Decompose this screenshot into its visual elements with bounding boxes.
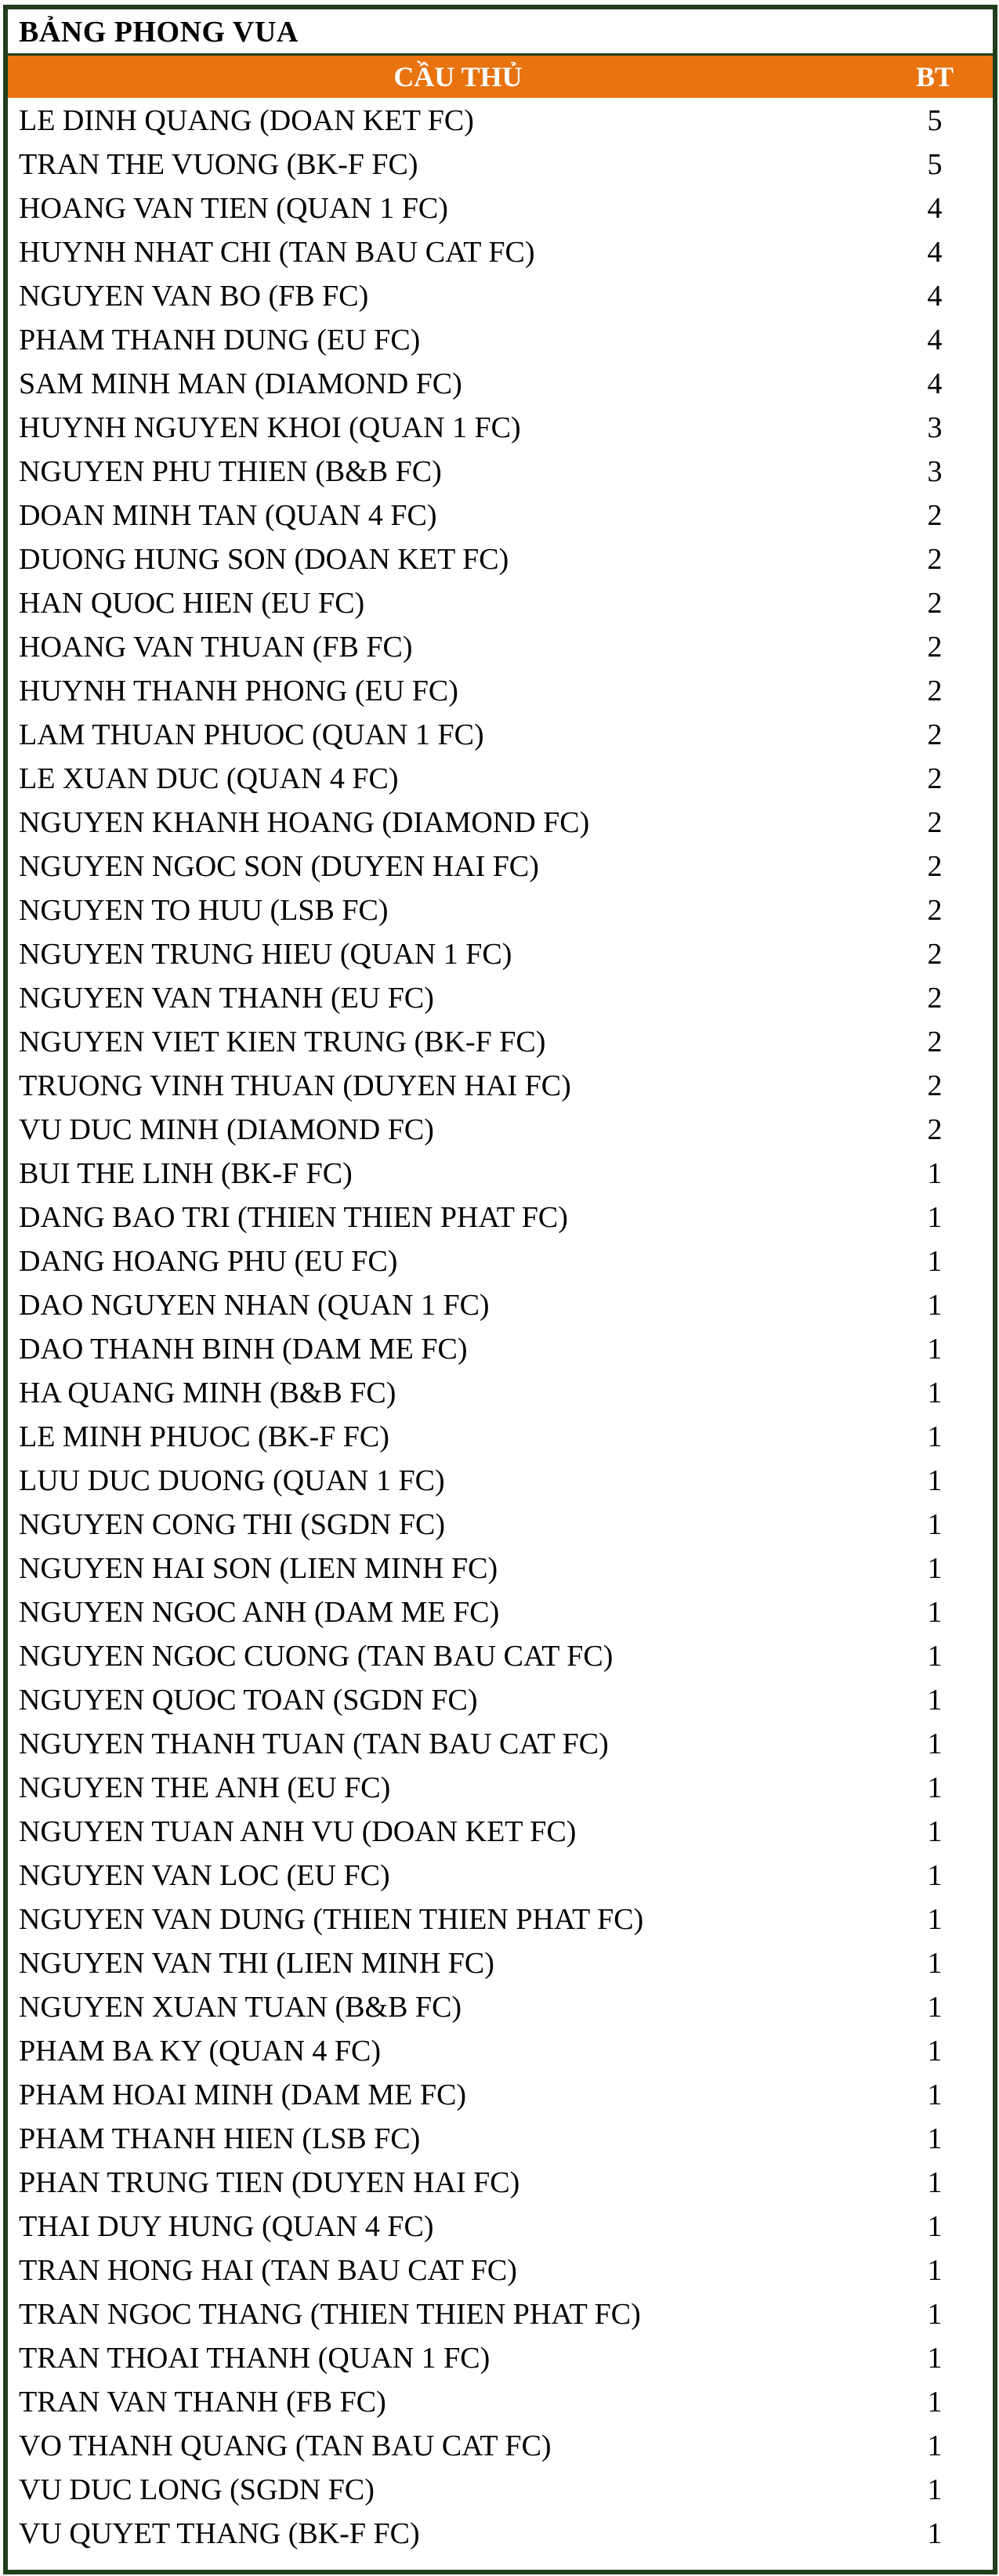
goal-count: 2 [927, 762, 943, 795]
player-name: NGUYEN VAN THI (LIEN MINH FC) [19, 1947, 494, 1980]
table-row [8, 2423, 993, 2467]
player-name: NGUYEN QUOC TOAN (SGDN FC) [19, 1684, 478, 1717]
table-row [8, 449, 993, 493]
goal-count: 1 [927, 1903, 943, 1936]
table-row [8, 2160, 993, 2204]
player-name: NGUYEN KHANH HOANG (DIAMOND FC) [19, 806, 590, 839]
player-name: VU QUYET THANG (BK-F FC) [19, 2517, 420, 2550]
table-row [8, 1590, 993, 1634]
player-name: DAO THANH BINH (DAM ME FC) [19, 1333, 468, 1366]
player-name: NGUYEN HAI SON (LIEN MINH FC) [19, 1552, 498, 1585]
player-name: NGUYEN PHU THIEN (B&B FC) [19, 455, 442, 488]
table-row [8, 361, 993, 405]
table-row [8, 1941, 993, 1984]
table-row [8, 2335, 993, 2379]
table-body [8, 98, 993, 2555]
player-name: TRAN THE VUONG (BK-F FC) [19, 148, 418, 181]
goal-count: 1 [927, 2035, 943, 2068]
header-player: CẦU THỦ [393, 61, 523, 92]
table-row [8, 493, 993, 537]
player-name: NGUYEN TO HUU (LSB FC) [19, 894, 389, 927]
goal-count: 1 [927, 1815, 943, 1848]
player-name: NGUYEN VAN BO (FB FC) [19, 280, 369, 313]
player-name: VU DUC LONG (SGDN FC) [19, 2473, 375, 2506]
goal-count: 2 [927, 850, 943, 883]
player-name: NGUYEN CONG THI (SGDN FC) [19, 1508, 445, 1541]
player-name: NGUYEN NGOC SON (DUYEN HAI FC) [19, 850, 539, 883]
goal-count: 2 [927, 938, 943, 971]
goal-count: 1 [927, 1157, 943, 1190]
goal-count: 2 [927, 543, 943, 576]
table-row [8, 2248, 993, 2292]
player-name: NGUYEN VAN LOC (EU FC) [19, 1859, 390, 1892]
table-row [8, 1195, 993, 1239]
goal-count: 2 [927, 718, 943, 751]
goal-count: 1 [927, 1464, 943, 1497]
goal-count: 1 [927, 2429, 943, 2462]
table-row [8, 2072, 993, 2116]
player-name: TRAN THOAI THANH (QUAN 1 FC) [19, 2342, 490, 2375]
player-name: NGUYEN NGOC CUONG (TAN BAU CAT FC) [19, 1640, 614, 1673]
goal-count: 4 [927, 192, 943, 225]
player-name: PHAN TRUNG TIEN (DUYEN HAI FC) [19, 2166, 520, 2199]
player-name: DAO NGUYEN NHAN (QUAN 1 FC) [19, 1289, 490, 1322]
goal-count: 2 [927, 806, 943, 839]
goal-count: 1 [927, 2473, 943, 2506]
table-row [8, 537, 993, 581]
table-row [8, 230, 993, 273]
goal-count: 1 [927, 1508, 943, 1541]
goal-count: 1 [927, 2254, 943, 2287]
player-name: NGUYEN THANH TUAN (TAN BAU CAT FC) [19, 1728, 609, 1760]
goal-count: 1 [927, 1991, 943, 2024]
table-row [8, 1063, 993, 1107]
table-row [8, 98, 993, 142]
player-name: PHAM BA KY (QUAN 4 FC) [19, 2035, 382, 2068]
player-name: BUI THE LINH (BK-F FC) [19, 1157, 353, 1190]
player-name: DANG BAO TRI (THIEN THIEN PHAT FC) [19, 1201, 568, 1234]
player-name: LE DINH QUANG (DOAN KET FC) [19, 104, 474, 137]
player-name: TRAN VAN THANH (FB FC) [19, 2386, 386, 2419]
goal-count: 2 [927, 631, 943, 664]
table-row [8, 273, 993, 317]
goal-count: 1 [927, 1684, 943, 1717]
table-row [8, 1107, 993, 1151]
player-name: HUYNH NHAT CHI (TAN BAU CAT FC) [19, 236, 535, 269]
goal-count: 2 [927, 1113, 943, 1146]
player-name: NGUYEN VAN DUNG (THIEN THIEN PHAT FC) [19, 1903, 644, 1936]
goal-count: 2 [927, 1026, 943, 1058]
table-row [8, 1458, 993, 1502]
goal-count: 1 [927, 2298, 943, 2331]
goal-count: 1 [927, 2122, 943, 2155]
table-row [8, 2379, 993, 2423]
goal-count: 5 [927, 148, 943, 181]
player-name: NGUYEN VAN THANH (EU FC) [19, 982, 434, 1015]
player-name: LUU DUC DUONG (QUAN 1 FC) [19, 1464, 445, 1497]
table-row [8, 888, 993, 932]
player-name: LE XUAN DUC (QUAN 4 FC) [19, 762, 399, 795]
goal-count: 1 [927, 1201, 943, 1234]
goal-count: 1 [927, 1289, 943, 1322]
goal-count: 2 [927, 1069, 943, 1102]
player-name: DUONG HUNG SON (DOAN KET FC) [19, 543, 509, 576]
goal-count: 1 [927, 2517, 943, 2550]
goal-count: 1 [927, 1728, 943, 1760]
player-name: PHAM THANH DUNG (EU FC) [19, 324, 421, 356]
goal-count: 1 [927, 2342, 943, 2375]
table-row [8, 1019, 993, 1063]
table-row [8, 1897, 993, 1941]
table-row [8, 1809, 993, 1853]
goal-count: 4 [927, 367, 943, 400]
goal-count: 1 [927, 1245, 943, 1278]
table-row [8, 1370, 993, 1414]
player-name: NGUYEN NGOC ANH (DAM ME FC) [19, 1596, 500, 1629]
table-title: BẢNG PHONG VUA [8, 9, 993, 56]
table-row [8, 581, 993, 624]
player-name: HAN QUOC HIEN (EU FC) [19, 587, 365, 620]
player-name: PHAM THANH HIEN (LSB FC) [19, 2122, 421, 2155]
table-row [8, 624, 993, 668]
goal-count: 4 [927, 236, 943, 269]
player-name: NGUYEN TUAN ANH VU (DOAN KET FC) [19, 1815, 577, 1848]
table-row [8, 2204, 993, 2248]
player-name: NGUYEN TRUNG HIEU (QUAN 1 FC) [19, 938, 512, 971]
player-name: SAM MINH MAN (DIAMOND FC) [19, 367, 462, 400]
table-row [8, 2292, 993, 2335]
table-row [8, 932, 993, 975]
player-name: NGUYEN XUAN TUAN (B&B FC) [19, 1991, 462, 2024]
table-row [8, 1239, 993, 1283]
player-name: HOANG VAN TIEN (QUAN 1 FC) [19, 192, 448, 225]
player-name: HUYNH NGUYEN KHOI (QUAN 1 FC) [19, 411, 521, 444]
table-row [8, 844, 993, 888]
player-name: HA QUANG MINH (B&B FC) [19, 1377, 396, 1409]
table-row [8, 712, 993, 756]
table-row [8, 186, 993, 230]
table-row [8, 1414, 993, 1458]
table-row [8, 1283, 993, 1326]
player-name: HUYNH THANH PHONG (EU FC) [19, 675, 458, 707]
player-name: DANG HOANG PHU (EU FC) [19, 1245, 398, 1278]
scorers-table [3, 5, 997, 2574]
goal-count: 1 [927, 1420, 943, 1453]
player-name: LAM THUAN PHUOC (QUAN 1 FC) [19, 718, 484, 751]
player-name: LE MINH PHUOC (BK-F FC) [19, 1420, 389, 1453]
table-row [8, 1677, 993, 1721]
table-row [8, 2467, 993, 2511]
goal-count: 4 [927, 280, 943, 313]
goal-count: 4 [927, 324, 943, 356]
table-row [8, 668, 993, 712]
goal-count: 1 [927, 1771, 943, 1804]
table-header [8, 56, 993, 98]
goal-count: 1 [927, 1596, 943, 1629]
goal-count: 1 [927, 2386, 943, 2419]
table-row [8, 317, 993, 361]
player-name: PHAM HOAI MINH (DAM ME FC) [19, 2079, 467, 2111]
table-row [8, 1546, 993, 1590]
goal-count: 2 [927, 894, 943, 927]
table-row [8, 1721, 993, 1765]
player-name: THAI DUY HUNG (QUAN 4 FC) [19, 2210, 434, 2243]
goal-count: 2 [927, 982, 943, 1015]
table-row [8, 405, 993, 449]
player-name: TRAN NGOC THANG (THIEN THIEN PHAT FC) [19, 2298, 641, 2331]
goal-count: 3 [927, 411, 943, 444]
goal-count: 1 [927, 1859, 943, 1892]
table-row [8, 1151, 993, 1195]
goal-count: 2 [927, 587, 943, 620]
table-row [8, 975, 993, 1019]
table-row [8, 2028, 993, 2072]
goal-count: 1 [927, 1333, 943, 1366]
player-name: TRAN HONG HAI (TAN BAU CAT FC) [19, 2254, 517, 2287]
table-row [8, 756, 993, 800]
table-row [8, 2511, 993, 2555]
table-row [8, 1502, 993, 1546]
goal-count: 1 [927, 1947, 943, 1980]
table-row [8, 800, 993, 844]
goal-count: 2 [927, 675, 943, 707]
goal-count: 1 [927, 1377, 943, 1409]
player-name: VO THANH QUANG (TAN BAU CAT FC) [19, 2429, 552, 2462]
header-goals: BT [915, 61, 954, 92]
player-name: DOAN MINH TAN (QUAN 4 FC) [19, 499, 437, 532]
goal-count: 5 [927, 104, 943, 137]
player-name: VU DUC MINH (DIAMOND FC) [19, 1113, 434, 1146]
table-row [8, 1853, 993, 1897]
player-name: NGUYEN THE ANH (EU FC) [19, 1771, 391, 1804]
goal-count: 2 [927, 499, 943, 532]
player-name: HOANG VAN THUAN (FB FC) [19, 631, 413, 664]
goal-count: 1 [927, 1552, 943, 1585]
player-name: TRUONG VINH THUAN (DUYEN HAI FC) [19, 1069, 571, 1102]
player-name: NGUYEN VIET KIEN TRUNG (BK-F FC) [19, 1026, 546, 1058]
table-row [8, 1326, 993, 1370]
goal-count: 1 [927, 2166, 943, 2199]
table-row [8, 1765, 993, 1809]
goal-count: 1 [927, 2210, 943, 2243]
table-row [8, 142, 993, 186]
goal-count: 1 [927, 2079, 943, 2111]
table-row [8, 2116, 993, 2160]
table-row [8, 1984, 993, 2028]
goal-count: 3 [927, 455, 943, 488]
table-row [8, 1634, 993, 1677]
goal-count: 1 [927, 1640, 943, 1673]
